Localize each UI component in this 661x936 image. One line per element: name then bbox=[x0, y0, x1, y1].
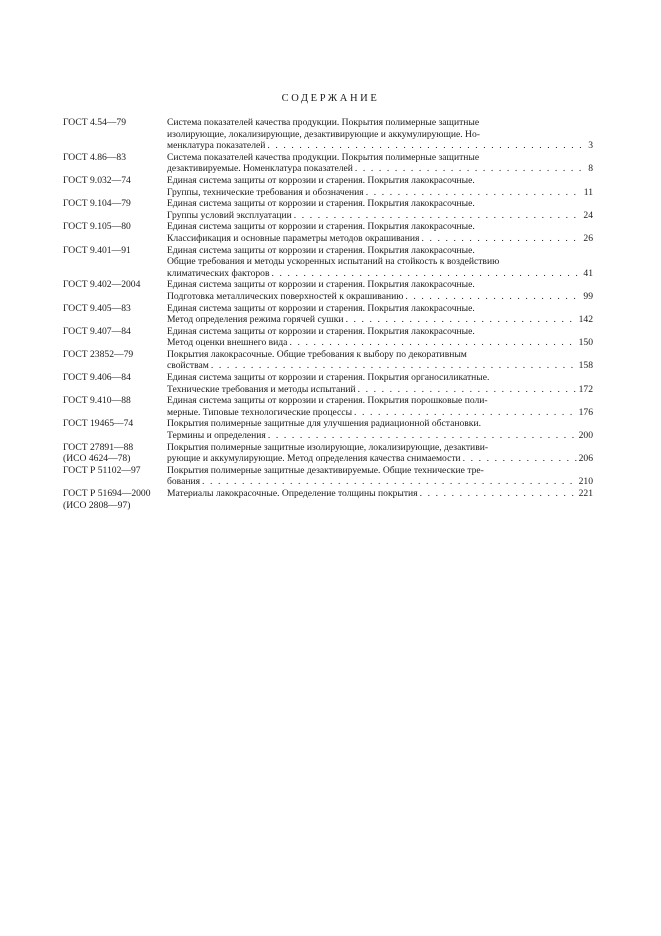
toc-entry bbox=[63, 198, 593, 221]
entry-description bbox=[167, 117, 593, 152]
description-line: Материалы лакокрасочные. Определение толщины покрытия bbox=[167, 488, 418, 499]
description-line: Покрытия лакокрасочные. Общие требования к выбору по декоративным bbox=[167, 348, 467, 360]
page-number: 150 bbox=[578, 337, 593, 349]
toc-entry bbox=[63, 279, 593, 302]
description-last-line bbox=[167, 360, 593, 372]
standard-code bbox=[63, 488, 167, 511]
description-line: дезактивируемые. Номенклатура показателей bbox=[167, 163, 353, 175]
entry-description bbox=[167, 395, 593, 418]
description-line: менклатура показателей bbox=[167, 140, 266, 152]
description-line: климатических факторов bbox=[167, 267, 270, 279]
page-number: 221 bbox=[578, 488, 593, 499]
description-last-line bbox=[167, 488, 593, 500]
standard-code-line: ГОСТ 19465—74 bbox=[63, 418, 134, 430]
entry-description bbox=[167, 279, 593, 302]
description-last-line bbox=[167, 453, 593, 465]
description-last-line bbox=[167, 187, 593, 199]
page-number: 26 bbox=[583, 232, 593, 244]
entry-description bbox=[167, 418, 593, 441]
description-line: Подготовка металлических поверхностей к окрашиванию bbox=[167, 290, 404, 302]
dot-leader bbox=[420, 488, 577, 500]
standard-code bbox=[63, 303, 167, 315]
description-line: мерные. Типовые технологические процессы bbox=[167, 406, 353, 418]
standard-code bbox=[63, 279, 167, 291]
description-last-line bbox=[167, 291, 593, 303]
description-last-line bbox=[167, 476, 593, 488]
entry-description bbox=[167, 442, 593, 465]
entry-description bbox=[167, 221, 593, 244]
dot-leader bbox=[366, 187, 582, 199]
description-line: бования bbox=[167, 476, 201, 488]
description-last-line bbox=[167, 430, 593, 442]
standard-code-line: ГОСТ 9.105—80 bbox=[63, 221, 131, 233]
standard-code-line: ГОСТ 9.410—88 bbox=[63, 395, 131, 407]
description-line: Система показателей качества продукции. Покрытия полимерные защитные bbox=[167, 117, 480, 128]
page-number: 3 bbox=[588, 140, 593, 152]
toc-entry bbox=[63, 418, 593, 441]
dot-leader bbox=[354, 407, 577, 419]
description-last-line bbox=[167, 314, 593, 326]
description-line: Единая система защиты от коррозии и старения. Покрытия порошковые поли- bbox=[167, 395, 488, 407]
toc-entry bbox=[63, 349, 593, 372]
description-line: Единая система защиты от коррозии и старения. Покрытия лакокрасочные. bbox=[167, 174, 475, 186]
description-line: Метод определения режима горячей сушки bbox=[167, 314, 344, 326]
description-last-line bbox=[167, 233, 593, 245]
toc-entry bbox=[63, 395, 593, 418]
standard-code bbox=[63, 245, 167, 257]
description-line: Единая система защиты от коррозии и старения. Покрытия органосиликатные. bbox=[167, 372, 490, 384]
page-number: 210 bbox=[578, 476, 593, 488]
standard-code bbox=[63, 175, 167, 187]
description-line: изолирующие, локализирующие, дезактивирующие и аккумулирующие. Но- bbox=[167, 128, 480, 140]
description-line: Группы условий эксплуатации bbox=[167, 209, 292, 221]
description-line: Классификация и основные параметры методов окрашивания bbox=[167, 232, 420, 244]
page-number: 158 bbox=[578, 360, 593, 372]
toc-entry bbox=[63, 245, 593, 280]
description-line: Единая система защиты от коррозии и старения. Покрытия лакокрасочные. bbox=[167, 279, 475, 291]
dot-leader bbox=[267, 140, 586, 152]
description-last-line bbox=[167, 337, 593, 349]
toc-entry bbox=[63, 221, 593, 244]
toc-entry bbox=[63, 488, 593, 511]
dot-leader bbox=[272, 268, 582, 280]
page-title: СОДЕРЖАНИЕ bbox=[281, 93, 380, 104]
description-line: Группы, технические требования и обозначения bbox=[167, 186, 364, 198]
dot-leader bbox=[463, 453, 577, 465]
description-line: Единая система защиты от коррозии и старения. Покрытия лакокрасочные. bbox=[167, 198, 475, 210]
page-number: 24 bbox=[583, 209, 593, 221]
dot-leader bbox=[358, 384, 577, 396]
description-line: Единая система защиты от коррозии и старения. Покрытия лакокрасочные. bbox=[167, 244, 475, 256]
description-last-line bbox=[167, 268, 593, 280]
standard-code-line: ГОСТ 4.54—79 bbox=[63, 117, 126, 128]
page-number: 200 bbox=[578, 430, 593, 442]
description-last-line bbox=[167, 140, 593, 152]
toc-entry bbox=[63, 326, 593, 349]
entry-description bbox=[167, 326, 593, 349]
page-number: 41 bbox=[583, 267, 593, 279]
description-line: Единая система защиты от коррозии и старения. Покрытия лакокрасочные. bbox=[167, 302, 475, 314]
toc-entry bbox=[63, 465, 593, 488]
standard-code bbox=[63, 349, 167, 361]
standard-code bbox=[63, 442, 167, 465]
page-number: 206 bbox=[578, 453, 593, 465]
description-last-line bbox=[167, 210, 593, 222]
page-number: 11 bbox=[583, 186, 593, 198]
description-line: Термины и определения bbox=[167, 430, 266, 442]
dot-leader bbox=[202, 476, 577, 488]
toc-entry bbox=[63, 303, 593, 326]
standard-code bbox=[63, 465, 167, 477]
standard-code-line: ГОСТ Р 51694—2000 bbox=[63, 488, 151, 499]
page-number: 176 bbox=[578, 406, 593, 418]
standard-code-line: (ИСО 2808—97) bbox=[63, 499, 131, 511]
description-line: Единая система защиты от коррозии и старения. Покрытия лакокрасочные. bbox=[167, 221, 475, 233]
standard-code bbox=[63, 198, 167, 210]
toc-entry bbox=[63, 152, 593, 175]
entry-description bbox=[167, 303, 593, 326]
dot-leader bbox=[421, 233, 581, 245]
standard-code bbox=[63, 221, 167, 233]
dot-leader bbox=[211, 360, 577, 372]
standard-code-line: ГОСТ 23852—79 bbox=[63, 348, 134, 360]
entry-description bbox=[167, 349, 593, 372]
dot-leader bbox=[289, 337, 576, 349]
description-line: Покрытия полимерные защитные дезактивируемые. Общие технические тре- bbox=[167, 464, 484, 476]
entry-description bbox=[167, 465, 593, 488]
description-line: Покрытия полимерные защитные изолирующие, локализирующие, дезактиви- bbox=[167, 441, 489, 453]
dot-leader bbox=[346, 314, 577, 326]
description-last-line bbox=[167, 384, 593, 396]
standard-code-line: ГОСТ 9.402—2004 bbox=[63, 279, 141, 291]
standard-code-line: ГОСТ 9.406—84 bbox=[63, 372, 131, 384]
standard-code-line: (ИСО 4624—78) bbox=[63, 453, 131, 465]
standard-code-line: ГОСТ 9.032—74 bbox=[63, 174, 131, 186]
dot-leader bbox=[294, 210, 582, 222]
description-line: рующие и аккумулирующие. Метод определения качества снимаемости bbox=[167, 453, 461, 465]
toc-entry bbox=[63, 372, 593, 395]
standard-code bbox=[63, 395, 167, 407]
description-line: Метод оценки внешнего вида bbox=[167, 337, 288, 349]
dot-leader bbox=[268, 430, 577, 442]
description-line: свойствам bbox=[167, 360, 209, 372]
description-last-line bbox=[167, 407, 593, 419]
standard-code-line: ГОСТ 9.407—84 bbox=[63, 325, 131, 337]
standard-code-line: ГОСТ 27891—88 bbox=[63, 441, 134, 453]
standard-code-line: ГОСТ 9.104—79 bbox=[63, 198, 131, 210]
standard-code bbox=[63, 326, 167, 338]
page-number: 8 bbox=[588, 163, 593, 175]
entry-description bbox=[167, 372, 593, 395]
toc-entry bbox=[63, 175, 593, 198]
entry-description bbox=[167, 198, 593, 221]
page-number: 99 bbox=[583, 290, 593, 302]
page-number: 172 bbox=[578, 383, 593, 395]
description-line: Покрытия полимерные защитные для улучшения радиационной обстановки. bbox=[167, 418, 481, 430]
entry-description bbox=[167, 175, 593, 198]
standard-code bbox=[63, 372, 167, 384]
dot-leader bbox=[405, 291, 581, 303]
standard-code-line: ГОСТ 9.405—83 bbox=[63, 302, 131, 314]
description-line: Технические требования и методы испытаний bbox=[167, 383, 356, 395]
description-line: Единая система защиты от коррозии и старения. Покрытия лакокрасочные. bbox=[167, 325, 475, 337]
description-last-line bbox=[167, 163, 593, 175]
standard-code bbox=[63, 418, 167, 430]
entry-description bbox=[167, 245, 593, 280]
description-line: Общие требования и методы ускоренных испытаний на стойкость к воздействию bbox=[167, 256, 500, 268]
standard-code-line: ГОСТ Р 51102—97 bbox=[63, 464, 141, 476]
description-line: Система показателей качества продукции. Покрытия полимерные защитные bbox=[167, 151, 480, 163]
entry-description bbox=[167, 152, 593, 175]
toc-entry bbox=[63, 117, 593, 152]
page-number: 142 bbox=[578, 314, 593, 326]
entry-description bbox=[167, 488, 593, 500]
standard-code-line: ГОСТ 9.401—91 bbox=[63, 244, 131, 256]
toc-entry bbox=[63, 442, 593, 465]
standard-code bbox=[63, 117, 167, 129]
table-of-contents bbox=[63, 117, 593, 511]
standard-code-line: ГОСТ 4.86—83 bbox=[63, 151, 126, 163]
dot-leader bbox=[355, 163, 586, 175]
standard-code bbox=[63, 152, 167, 164]
